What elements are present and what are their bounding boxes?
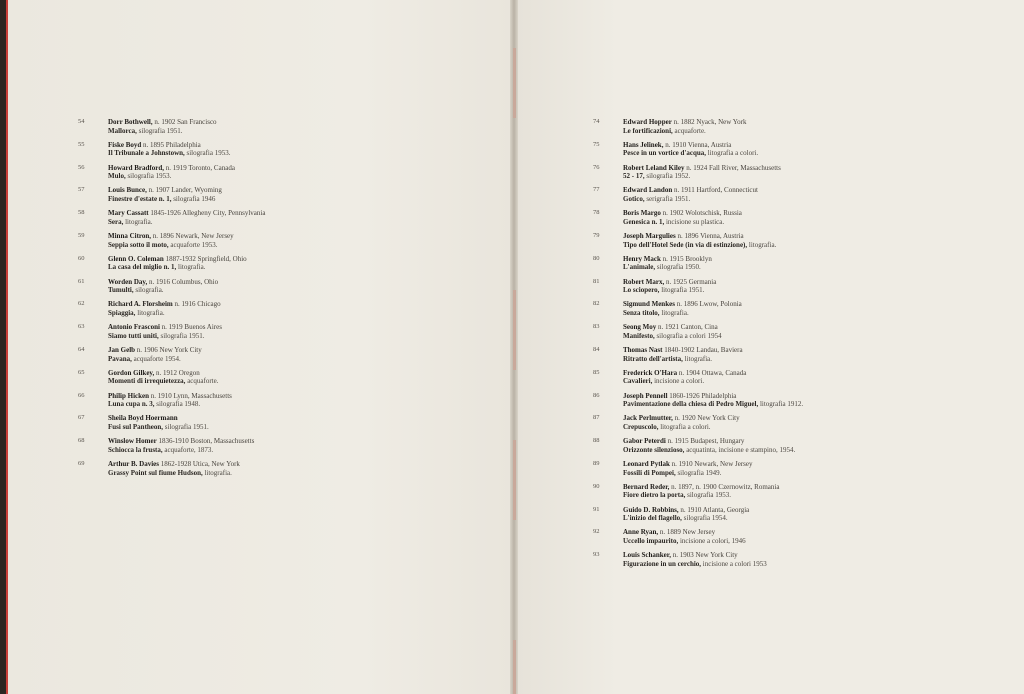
artist-name: Joseph Pennell [623,391,668,400]
entry-number: 82 [593,300,600,308]
catalog-entry [593,414,1013,437]
catalog-entry [593,300,1013,323]
artwork-technique: silografia 1948. [156,400,201,409]
artist-name: Arthur B. Davies [108,459,160,468]
artist-name: Jack Perlmutter, [623,414,673,423]
artist-name: Bernard Reder, [623,482,670,491]
artwork-technique: litografia a colori. [660,422,711,431]
artwork-technique: litografia. [178,263,206,272]
artwork-technique: incisione su plastica. [665,217,725,226]
artist-name: Seong Moy [623,323,657,332]
artist-name: Louis Schanker, [623,551,671,560]
artwork-technique: acquaforte. [674,126,706,135]
entry-number: 57 [78,186,85,194]
catalog-entry [593,232,1013,255]
artwork-technique: silografia 1951. [138,126,183,135]
catalog-entry [593,278,1013,301]
catalog-entry [78,369,498,392]
catalog-entry [78,186,498,209]
entry-number: 81 [593,277,600,285]
artwork-technique: incisione a colori, 1946 [679,536,746,545]
artist-name: Frederick O'Hara [623,368,678,377]
artwork-title: La casa del miglio n. 1, [108,263,177,272]
catalog-entry [593,346,1013,369]
artwork-title: Manifesto, [623,331,655,340]
artist-dates-place: n. 1907 Lander, Wyoming [148,186,222,195]
artwork-title: Mulo, [108,172,126,181]
artwork-technique: litografia. [661,308,689,317]
catalog-entry [78,392,498,415]
entry-number: 74 [593,118,600,125]
artist-dates-place: n. 1904 Ottawa, Canada [678,368,747,377]
catalog-entry [78,118,498,141]
artist-name: Edward Hopper [623,118,672,126]
catalog-entry [78,460,498,483]
artwork-technique: litografia. [204,468,232,477]
artist-dates-place: n. 1919 Toronto, Canada [165,163,235,172]
entry-number: 56 [78,163,85,171]
entry-number: 62 [78,300,85,308]
catalog-entry [593,506,1013,529]
artist-name: Minna Citron, [108,231,152,240]
artist-dates-place: n. 1921 Canton, Cina [658,323,718,332]
artist-dates-place: n. 1915 Brooklyn [662,254,712,263]
artwork-technique: acquaforte 1953. [170,240,218,249]
artist-dates-place: n. 1882 Nyack, New York [673,118,747,126]
artist-name: Sheila Boyd Hoermann [108,414,178,423]
entry-number: 64 [78,345,85,353]
artist-dates-place: 1836-1910 Boston, Massachusetts [158,437,255,446]
artwork-title: Senza titolo, [623,308,660,317]
artwork-technique: acquaforte. [187,377,219,386]
artwork-title: Seppia sotto il moto, [108,240,169,249]
catalog-entry [593,483,1013,506]
binding-stitch [513,440,516,520]
artwork-title: Tipo dell'Hotel Sede (in via di estinzione), [623,240,748,249]
artist-dates-place: 1862-1928 Utica, New York [160,459,240,468]
entry-number: 78 [593,209,600,217]
artist-name: Mary Cassatt [108,209,149,218]
artwork-technique: serigrafia 1951. [646,194,691,203]
catalog-entry [593,255,1013,278]
artist-dates-place: 1860-1926 Philadelphia [669,391,737,400]
artwork-technique: silografia 1953. [687,491,732,500]
artist-dates-place: n. 1906 New York City [136,345,202,354]
catalog-entry [78,414,498,437]
artist-dates-place: n. 1896 Vienna, Austria [677,231,744,240]
artwork-title: Crepuscolo, [623,422,659,431]
catalog-entry [78,278,498,301]
artwork-technique: litografia 1912. [759,400,804,409]
artwork-title: Fusi sul Pantheon, [108,422,164,431]
artwork-title: Cavalieri, [623,377,653,386]
artwork-technique: silografia 1951. [160,331,205,340]
entry-number: 87 [593,414,600,422]
catalog-entry [78,141,498,164]
catalog-entry [78,255,498,278]
artist-name: Glenn O. Coleman [108,254,164,263]
binding-stitch [513,48,516,118]
artwork-technique: silografia 1953. [186,149,231,158]
artist-name: Robert Leland Kiley [623,163,685,172]
artist-dates-place: n. 1910 Atlanta, Georgia [680,505,750,514]
artwork-title: Schiocca la frusta, [108,445,163,454]
artist-dates-place: n. 1924 Fall River, Massachusetts [686,163,781,172]
artist-name: Joseph Margulies [623,231,676,240]
artist-name: Howard Bradford, [108,163,164,172]
entry-number: 68 [78,437,85,445]
entry-number: 85 [593,368,600,376]
artwork-title: Pesce in un vortice d'acqua, [623,149,707,158]
entry-number: 55 [78,140,85,148]
entry-number: 88 [593,437,600,445]
artist-name: Thomas Nast [623,345,663,354]
entry-number: 83 [593,323,600,331]
artwork-technique: silografia a colori 1954 [656,331,722,340]
artist-dates-place: n. 1902 Wolotschisk, Russia [662,209,742,218]
artist-dates-place: n. 1910 Lynn, Massachusetts [150,391,232,400]
entry-number: 60 [78,254,85,262]
artwork-title: Gotico, [623,194,645,203]
artwork-title: Pavana, [108,354,132,363]
catalog-entry [593,528,1013,551]
artwork-title: Sera, [108,217,124,226]
entry-number: 84 [593,345,600,353]
entry-number: 77 [593,186,600,194]
entry-number: 59 [78,231,85,239]
entry-number: 66 [78,391,85,399]
artwork-technique: litografia. [684,354,713,363]
artist-name: Fiske Boyd [108,140,142,149]
artist-dates-place: n. 1897, n. 1900 Czernowitz, Romania [671,482,780,491]
catalog-entry [593,164,1013,187]
catalog-entry [78,209,498,232]
artwork-title: Orizzonte silenzioso, [623,445,685,454]
artist-name: Richard A. Florsheim [108,300,173,309]
artwork-title: Figurazione in un cerchio, [623,559,702,568]
catalog-entry [593,437,1013,460]
catalog-entry [593,118,1013,141]
artist-name: Dorr Bothwell, [108,118,153,126]
entry-number: 93 [593,551,600,559]
artist-name: Guido D. Robbins, [623,505,679,514]
entry-number: 58 [78,209,85,217]
artist-dates-place: n. 1896 Newark, New Jersey [152,231,234,240]
entry-number: 65 [78,368,85,376]
artwork-title: Uccello impaurito, [623,536,679,545]
artist-dates-place: n. 1916 Columbus, Ohio [149,277,219,286]
artwork-title: Genesica n. 1, [623,217,665,226]
catalog-entry [593,323,1013,346]
entry-number: 69 [78,459,85,467]
artwork-technique: silografia 1949. [677,468,722,477]
catalog-entry [593,460,1013,483]
entry-number: 76 [593,163,600,171]
artwork-technique: litografia. [748,240,777,249]
artist-dates-place: n. 1920 New York City [674,414,740,423]
artwork-technique: silografia 1946 [173,194,216,203]
entry-number: 92 [593,528,600,536]
artist-dates-place: n. 1910 Newark, New Jersey [671,459,753,468]
artwork-technique: incisione a colori 1953 [702,559,767,568]
entry-number: 54 [78,118,85,125]
artwork-technique: silografia 1954. [683,514,728,523]
left-page-catalog-list [78,118,498,483]
artwork-title: Grassy Point sul fiume Hudson, [108,468,203,477]
entry-number: 91 [593,505,600,513]
artist-dates-place: n. 1903 New York City [672,551,738,560]
artwork-title: Luna cupa n. 3, [108,400,155,409]
binding-stitch [513,640,516,694]
entry-number: 63 [78,323,85,331]
artist-dates-place: n. 1889 New Jersey [659,528,716,537]
catalog-entry [593,369,1013,392]
artist-dates-place: 1840-1902 Landau, Baviera [664,345,743,354]
artist-name: Robert Marx, [623,277,665,286]
artwork-title: Le fortificazioni, [623,126,673,135]
catalog-entry [78,346,498,369]
artwork-technique: litografia a colori. [707,149,759,158]
artist-name: Antonio Frasconi [108,323,160,332]
artwork-title: Momenti di irrequietezza, [108,377,186,386]
artwork-title: L'inizio del flagello, [623,514,682,523]
artist-dates-place: n. 1925 Germania [665,277,717,286]
artwork-title: Spiaggia, [108,308,136,317]
artist-name: Anne Ryan, [623,528,659,537]
artwork-title: 52 - 17, [623,172,645,181]
artist-name: Jan Gelb [108,345,136,354]
artist-name: Leonard Pytlak [623,459,670,468]
entry-number: 67 [78,414,85,422]
artist-name: Louis Bunce, [108,186,147,195]
catalog-entry [593,551,1013,574]
entry-number: 90 [593,482,600,490]
catalog-entry [593,141,1013,164]
artwork-technique: acquatinta, incisione e stampino, 1954. [686,445,796,454]
right-page-catalog-list [593,118,1013,574]
entry-number: 79 [593,231,600,239]
artwork-title: Fiore dietro la porta, [623,491,686,500]
catalog-entry [78,232,498,255]
artwork-title: Mallorca, [108,126,137,135]
artwork-title: Finestre d'estate n. 1, [108,194,172,203]
artist-dates-place: n. 1911 Hartford, Connecticut [673,186,758,195]
artwork-title: Il Tribunale a Johnstown, [108,149,185,158]
artist-name: Winslow Homer [108,437,157,446]
artwork-title: Ritratto dell'artista, [623,354,683,363]
catalog-entry [78,300,498,323]
catalog-entry [593,209,1013,232]
artist-dates-place: n. 1915 Budapest, Hungary [667,437,745,446]
artist-name: Gordon Gilkey, [108,368,155,377]
binding-stitch [513,290,516,370]
artist-dates-place: 1845-1926 Allegheny City, Pennsylvania [150,209,266,218]
artist-name: Gabor Peterdi [623,437,666,446]
entry-number: 75 [593,140,600,148]
artwork-technique: silografia. [135,286,164,295]
artist-dates-place: 1887-1932 Springfield, Ohio [165,254,247,263]
artist-dates-place: n. 1916 Chicago [174,300,221,309]
artwork-technique: silografia 1950. [656,263,701,272]
artwork-title: Fossili di Pompei, [623,468,676,477]
catalog-entry [78,437,498,460]
artist-dates-place: n. 1919 Buenos Aires [161,323,222,332]
artist-dates-place: n. 1910 Vienna, Austria [665,140,732,149]
artist-name: Philip Hicken [108,391,150,400]
artist-name: Edward Landon [623,186,673,195]
artwork-technique: incisione a colori. [654,377,705,386]
artist-dates-place: n. 1902 San Francisco [154,118,217,126]
artwork-technique: acquaforte 1954. [133,354,181,363]
artist-name: Hans Jelinek, [623,140,664,149]
artwork-title: Tumulti, [108,286,134,295]
artist-name: Boris Margo [623,209,661,218]
artwork-title: L'animale, [623,263,656,272]
artwork-technique: litografia. [125,217,153,226]
artist-dates-place: n. 1912 Oregon [156,368,200,377]
artwork-technique: litografia 1951. [661,286,705,295]
artist-dates-place: n. 1896 Lwow, Polonia [676,300,742,309]
catalog-entry [593,392,1013,415]
catalog-entry [78,323,498,346]
entry-number: 89 [593,459,600,467]
artwork-technique: silografia 1953. [127,172,172,181]
artwork-technique: litografia. [137,308,165,317]
artwork-title: Lo sciopero, [623,286,660,295]
artwork-technique: silografia 1952. [646,172,691,181]
entry-number: 61 [78,277,85,285]
entry-number: 80 [593,254,600,262]
artwork-title: Siamo tutti uniti, [108,331,159,340]
catalog-entry [78,164,498,187]
artist-name: Henry Mack [623,254,661,263]
catalog-entry [593,186,1013,209]
artwork-technique: acquaforte, 1873. [164,445,214,454]
entry-number: 86 [593,391,600,399]
artist-dates-place: n. 1895 Philadelphia [143,140,201,149]
artwork-title: Pavimentazione della chiesa di Pedro Miguel, [623,400,759,409]
artist-name: Sigmund Menkes [623,300,675,309]
artwork-technique: silografia 1951. [164,422,209,431]
artist-name: Worden Day, [108,277,148,286]
